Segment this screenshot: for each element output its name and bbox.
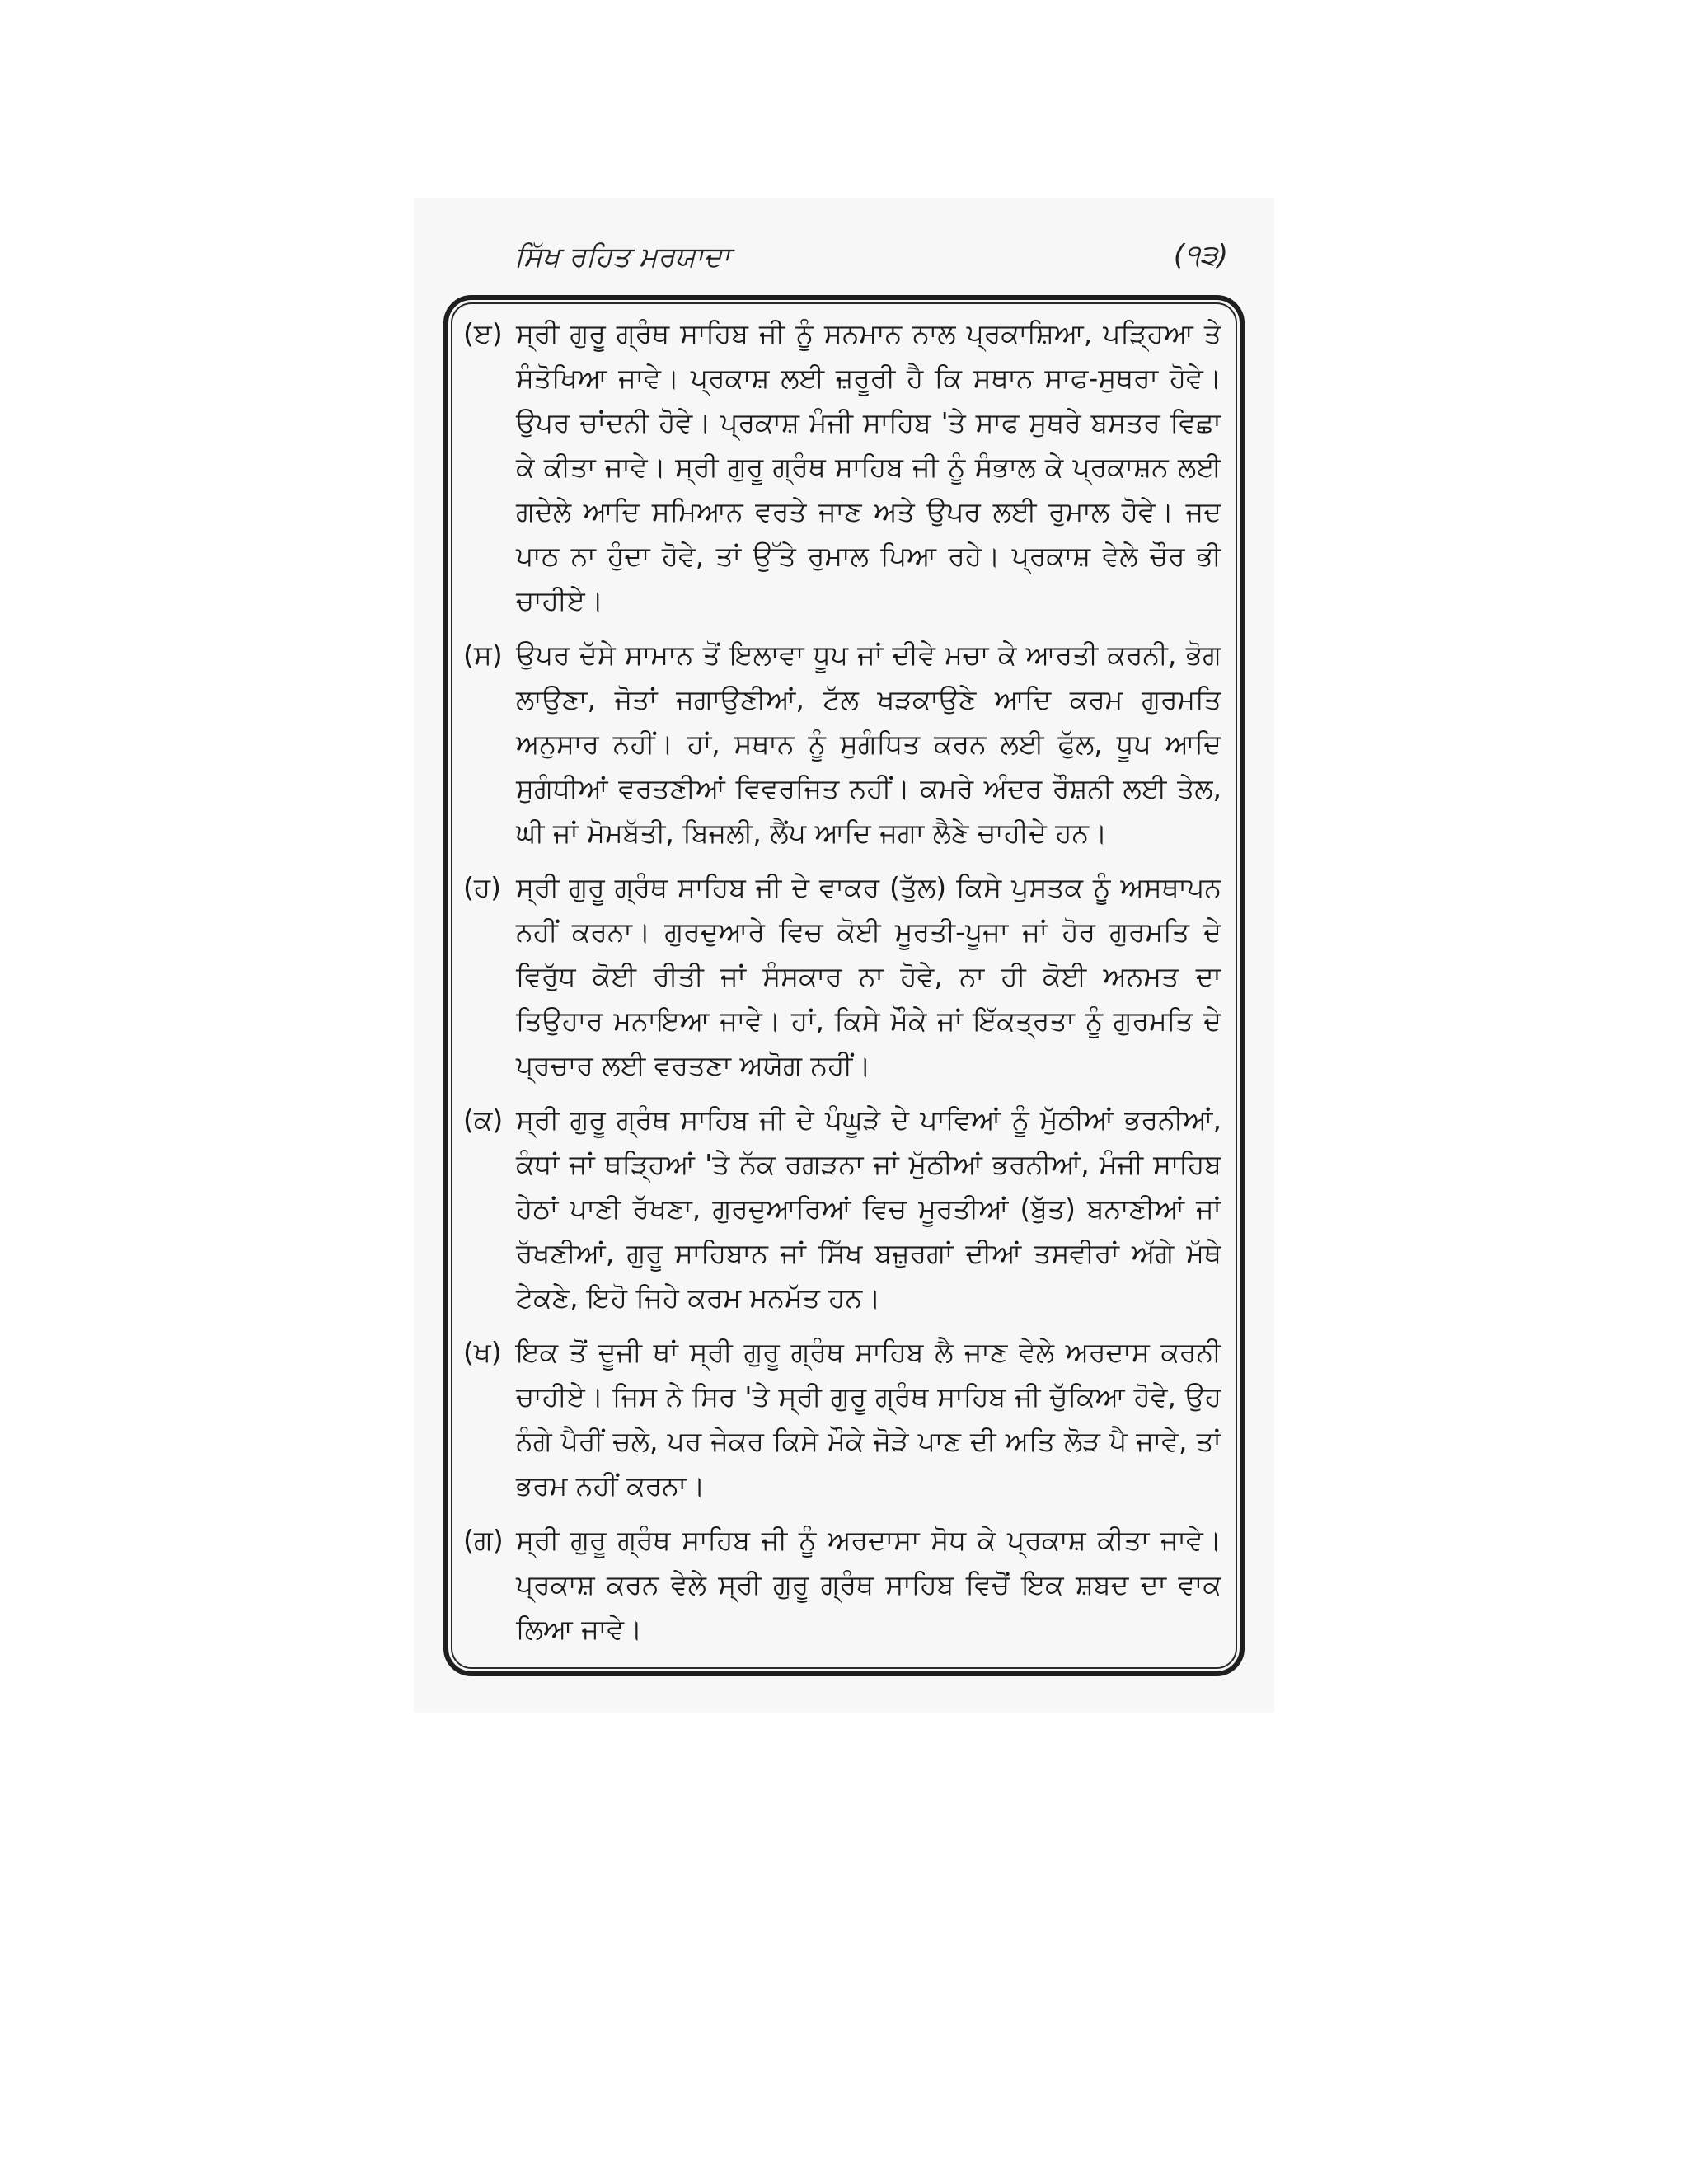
clause-sa — [463, 633, 1221, 855]
clause-text: ਉਪਰ ਦੱਸੇ ਸਾਮਾਨ ਤੋਂ ਇਲਾਵਾ ਧੂਪ ਜਾਂ ਦੀਵੇ ਮਚਾ ਕੇ ਆਰਤੀ ਕਰਨੀ, ਭੋਗ ਲਾਉਣਾ, ਜੋਤਾਂ ਜਗਾਉਣੀਆਂ, ਟੱਲ ਖੜਕਾਉਣੇ ਆਦਿ ਕਰਮ ਗੁਰਮਤਿ ਅਨੁਸਾਰ ਨਹੀਂ। ਹਾਂ, ਸਥਾਨ ਨੂੰ ਸੁਗੰਧਿਤ ਕਰਨ ਲਈ ਫੁੱਲ, ਧੂਪ ਆਦਿ ਸੁਗੰਧੀਆਂ ਵਰਤਣੀਆਂ ਵਿਵਰਜਿਤ ਨਹੀਂ। ਕਮਰੇ ਅੰਦਰ ਰੌਸ਼ਨੀ ਲਈ ਤੇਲ, ਘੀ ਜਾਂ ਮੋਮਬੱਤੀ, ਬਿਜਲੀ, ਲੈਂਪ ਆਦਿ ਜਗਾ ਲੈਣੇ ਚਾਹੀਦੇ ਹਨ। — [516, 639, 1221, 849]
clause-ka — [463, 1098, 1221, 1320]
clause-kha — [463, 1330, 1221, 1508]
clause-text: ਸ੍ਰੀ ਗੁਰੂ ਗ੍ਰੰਥ ਸਾਹਿਬ ਜੀ ਨੂੰ ਅਰਦਾਸਾ ਸੋਧ ਕੇ ਪ੍ਰਕਾਸ਼ ਕੀਤਾ ਜਾਵੇ। ਪ੍ਰਕਾਸ਼ ਕਰਨ ਵੇਲੇ ਸ੍ਰੀ ਗੁਰੂ ਗ੍ਰੰਥ ਸਾਹਿਬ ਵਿਚੋਂ ਇਕ ਸ਼ਬਦ ਦਾ ਵਾਕ ਲਿਆ ਜਾਵੇ। — [516, 1524, 1221, 1645]
clause-ee — [463, 312, 1221, 623]
clause-ga — [463, 1518, 1221, 1652]
clause-text: ਸ੍ਰੀ ਗੁਰੂ ਗ੍ਰੰਥ ਸਾਹਿਬ ਜੀ ਨੂੰ ਸਨਮਾਨ ਨਾਲ ਪ੍ਰਕਾਸ਼ਿਆ, ਪੜ੍ਹਿਆ ਤੇ ਸੰਤੋਖਿਆ ਜਾਵੇ। ਪ੍ਰਕਾਸ਼ ਲਈ ਜ਼ਰੂਰੀ ਹੈ ਕਿ ਸਥਾਨ ਸਾਫ-ਸੁਥਰਾ ਹੋਵੇ। ਉਪਰ ਚਾਂਦਨੀ ਹੋਵੇ। ਪ੍ਰਕਾਸ਼ ਮੰਜੀ ਸਾਹਿਬ 'ਤੇ ਸਾਫ ਸੁਥਰੇ ਬਸਤਰ ਵਿਛਾ ਕੇ ਕੀਤਾ ਜਾਵੇ। ਸ੍ਰੀ ਗੁਰੂ ਗ੍ਰੰਥ ਸਾਹਿਬ ਜੀ ਨੂੰ ਸੰਭਾਲ ਕੇ ਪ੍ਰਕਾਸ਼ਨ ਲਈ ਗਦੇਲੇ ਆਦਿ ਸਮਿਆਨ ਵਰਤੇ ਜਾਣ ਅਤੇ ਉਪਰ ਲਈ ਰੁਮਾਲ ਹੋਵੇ। ਜਦ ਪਾਠ ਨਾ ਹੁੰਦਾ ਹੋਵੇ, ਤਾਂ ਉੱਤੇ ਰੁਮਾਲ ਪਿਆ ਰਹੇ। ਪ੍ਰਕਾਸ਼ ਵੇਲੇ ਚੌਰ ਭੀ ਚਾਹੀਏ। — [516, 317, 1221, 616]
clause-marker: (ਗ) — [463, 1524, 504, 1556]
clause-marker: (ਹ) — [463, 871, 502, 903]
clause-ha — [463, 865, 1221, 1088]
clause-text: ਸ੍ਰੀ ਗੁਰੂ ਗ੍ਰੰਥ ਸਾਹਿਬ ਜੀ ਦੇ ਵਾਕਰ (ਤੁੱਲ) ਕਿਸੇ ਪੁਸਤਕ ਨੂੰ ਅਸਥਾਪਨ ਨਹੀਂ ਕਰਨਾ। ਗੁਰਦੁਆਰੇ ਵਿਚ ਕੋਈ ਮੂਰਤੀ-ਪੂਜਾ ਜਾਂ ਹੋਰ ਗੁਰਮਤਿ ਦੇ ਵਿਰੁੱਧ ਕੋਈ ਰੀਤੀ ਜਾਂ ਸੰਸਕਾਰ ਨਾ ਹੋਵੇ, ਨਾ ਹੀ ਕੋਈ ਅਨਮਤ ਦਾ ਤਿਉਹਾਰ ਮਨਾਇਆ ਜਾਵੇ। ਹਾਂ, ਕਿਸੇ ਮੌਕੇ ਜਾਂ ਇੱਕਤ੍ਰਤਾ ਨੂੰ ਗੁਰਮਤਿ ਦੇ ਪ੍ਰਚਾਰ ਲਈ ਵਰਤਣਾ ਅਯੋਗ ਨਹੀਂ। — [516, 871, 1221, 1081]
running-title: ਸਿੱਖ ਰਹਿਤ ਮਰਯਾਦਾ — [514, 241, 730, 274]
clause-list — [463, 312, 1221, 1655]
clause-marker: (ੲ) — [463, 317, 503, 349]
clause-text: ਇਕ ਤੋਂ ਦੂਜੀ ਥਾਂ ਸ੍ਰੀ ਗੁਰੂ ਗ੍ਰੰਥ ਸਾਹਿਬ ਲੈ ਜਾਣ ਵੇਲੇ ਅਰਦਾਸ ਕਰਨੀ ਚਾਹੀਏ। ਜਿਸ ਨੇ ਸਿਰ 'ਤੇ ਸ੍ਰੀ ਗੁਰੂ ਗ੍ਰੰਥ ਸਾਹਿਬ ਜੀ ਚੁੱਕਿਆ ਹੋਵੇ, ਉਹ ਨੰਗੇ ਪੈਰੀਂ ਚਲੇ, ਪਰ ਜੇਕਰ ਕਿਸੇ ਮੌਕੇ ਜੋੜੇ ਪਾਣ ਦੀ ਅਤਿ ਲੋੜ ਪੈ ਜਾਵੇ, ਤਾਂ ਭਰਮ ਨਹੀਂ ਕਰਨਾ। — [516, 1336, 1221, 1502]
scanned-page — [414, 198, 1274, 1713]
clause-text: ਸ੍ਰੀ ਗੁਰੂ ਗ੍ਰੰਥ ਸਾਹਿਬ ਜੀ ਦੇ ਪੰਘੂੜੇ ਦੇ ਪਾਵਿਆਂ ਨੂੰ ਮੁੱਠੀਆਂ ਭਰਨੀਆਂ, ਕੰਧਾਂ ਜਾਂ ਥੜ੍ਹਿਆਂ 'ਤੇ ਨੱਕ ਰਗੜਨਾ ਜਾਂ ਮੁੱਠੀਆਂ ਭਰਨੀਆਂ, ਮੰਜੀ ਸਾਹਿਬ ਹੇਠਾਂ ਪਾਣੀ ਰੱਖਣਾ, ਗੁਰਦੁਆਰਿਆਂ ਵਿਚ ਮੂਰਤੀਆਂ (ਬੁੱਤ) ਬਨਾਣੀਆਂ ਜਾਂ ਰੱਖਣੀਆਂ, ਗੁਰੂ ਸਾਹਿਬਾਨ ਜਾਂ ਸਿੱਖ ਬਜ਼ੁਰਗਾਂ ਦੀਆਂ ਤਸਵੀਰਾਂ ਅੱਗੇ ਮੱਥੇ ਟੇਕਣੇ, ਇਹੋ ਜਿਹੇ ਕਰਮ ਮਨਮੱਤ ਹਨ। — [516, 1104, 1221, 1314]
page-number: (੧੩) — [1173, 239, 1228, 272]
clause-marker: (ਕ) — [463, 1104, 504, 1136]
clause-marker: (ਖ) — [463, 1336, 502, 1368]
clause-marker: (ਸ) — [463, 639, 503, 671]
